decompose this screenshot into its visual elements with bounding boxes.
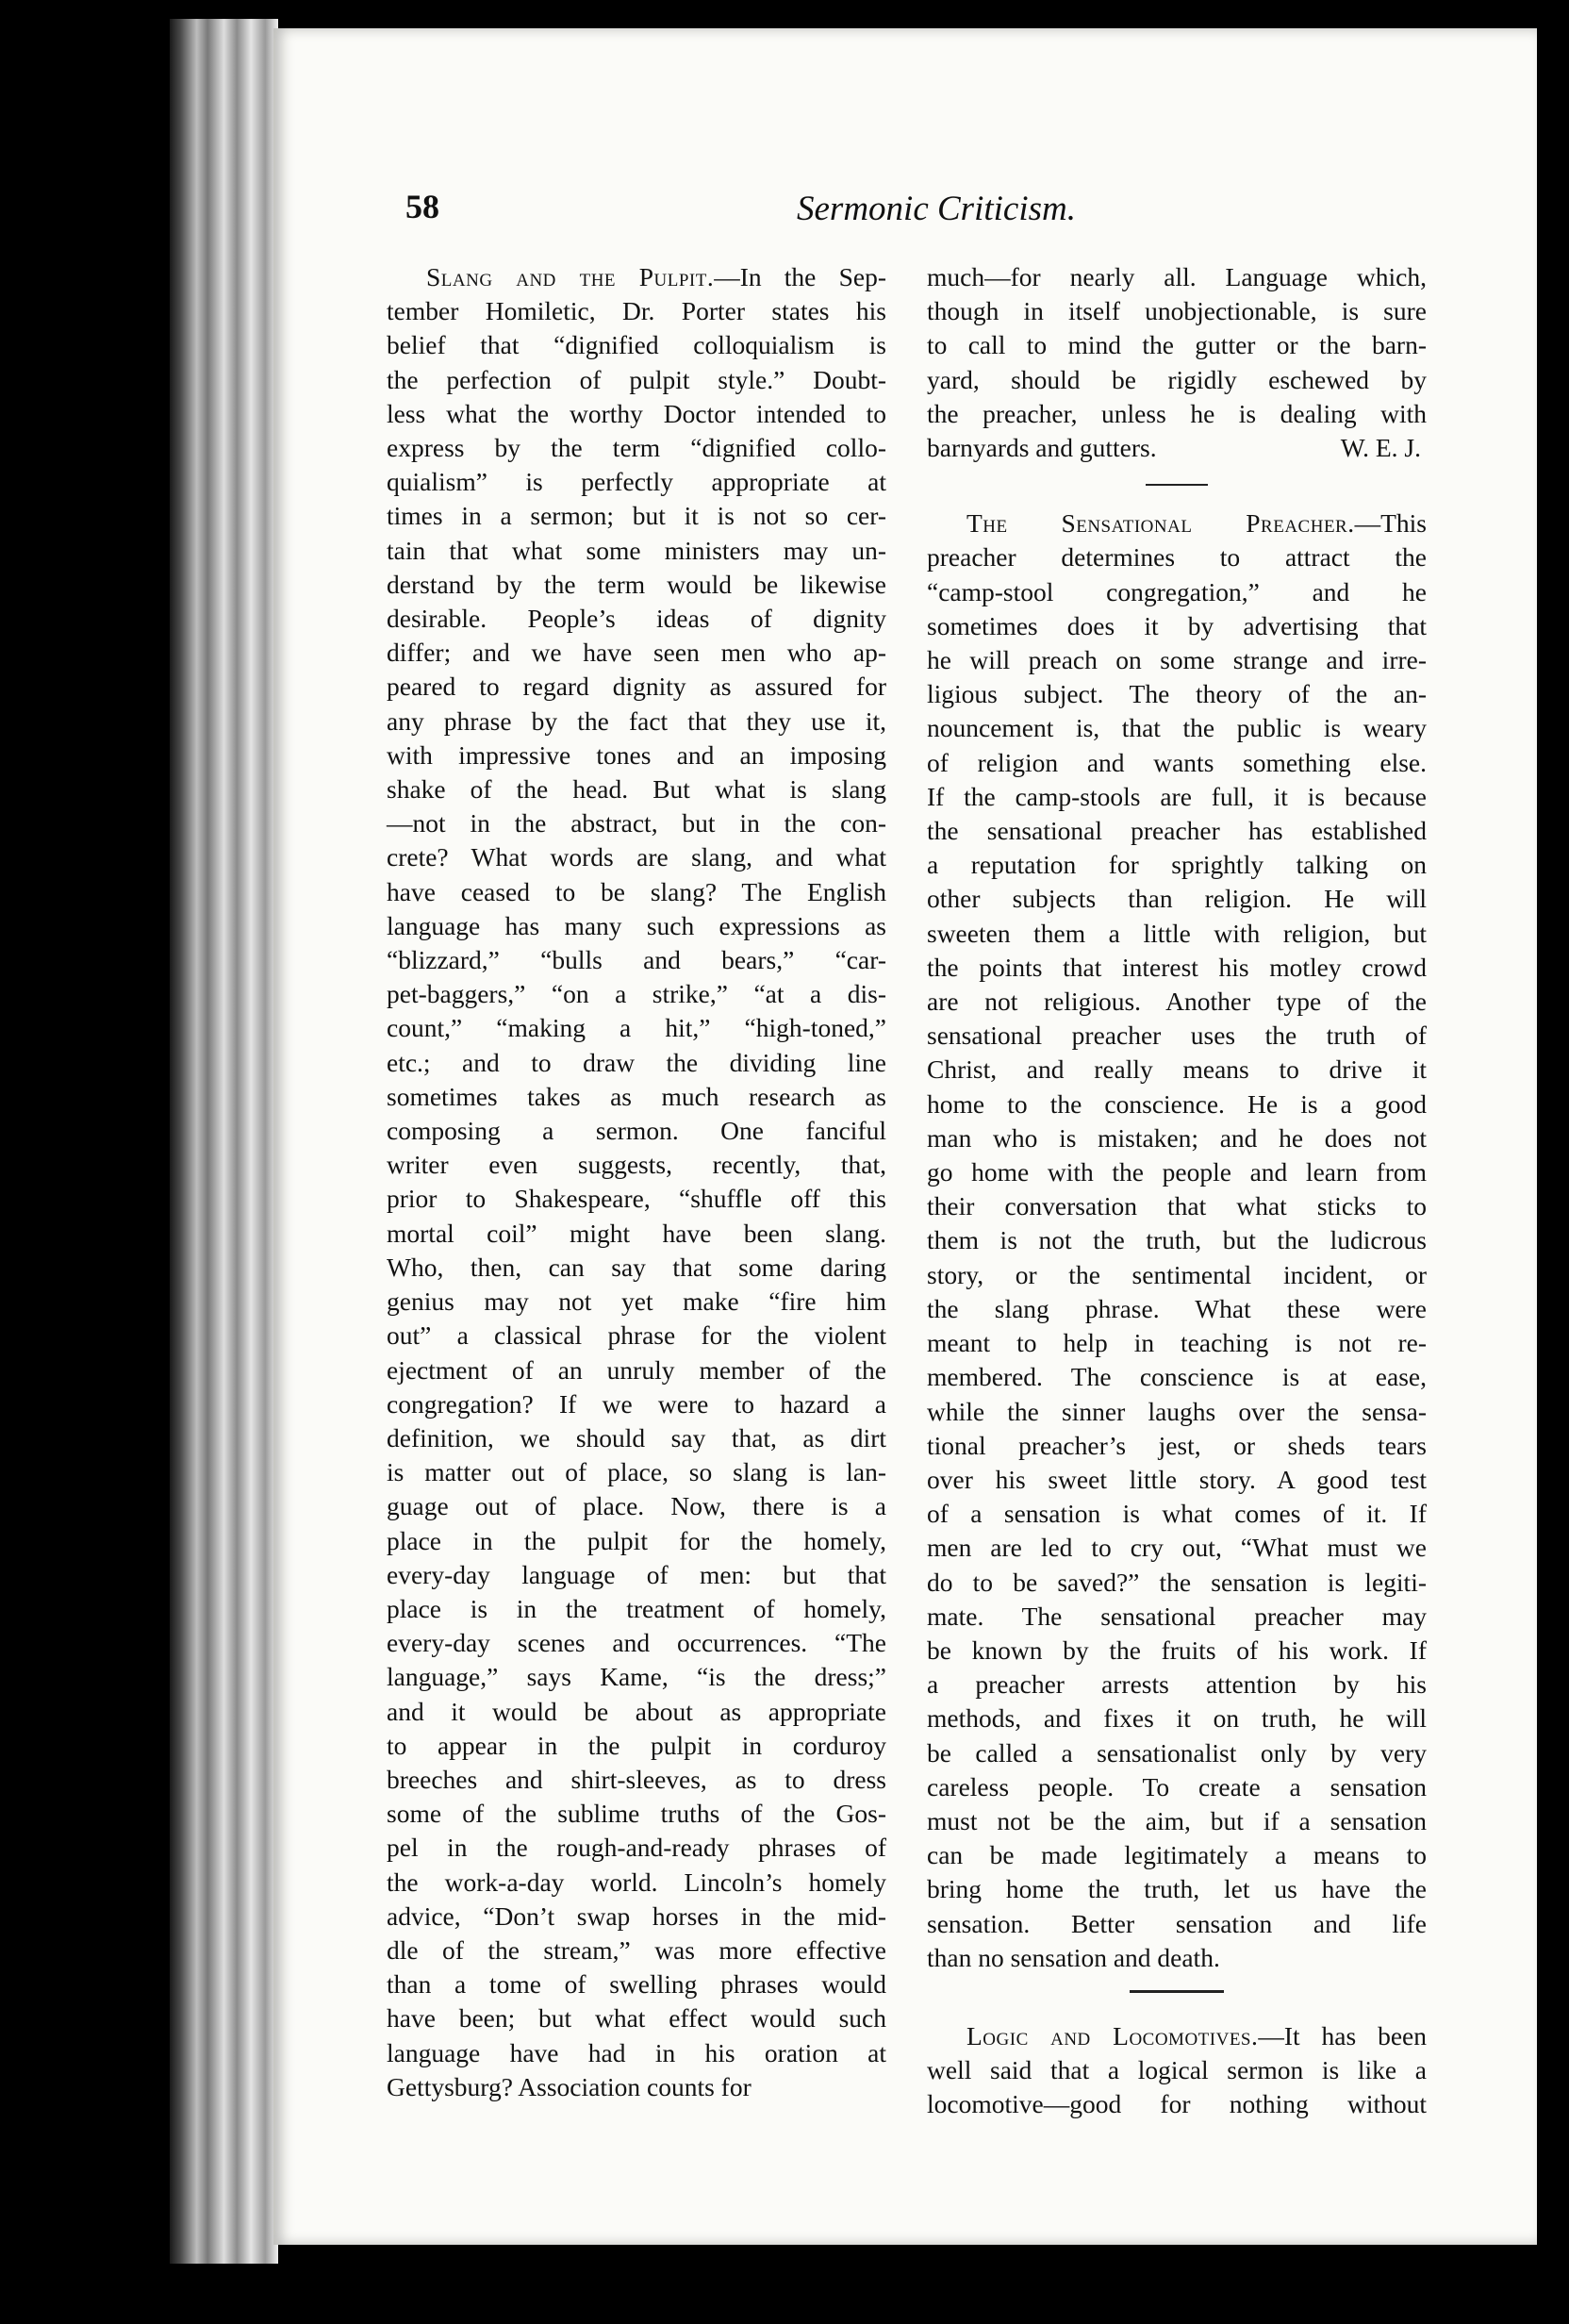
text-fragment: —This xyxy=(1354,508,1427,539)
text-line: than a tome of swelling phrases would xyxy=(387,1969,886,2000)
text-line: “camp-stool congregation,” and he xyxy=(927,576,1427,606)
text-line: a reputation for sprightly talking on xyxy=(927,850,1427,880)
text-line: sometimes takes as much research as xyxy=(387,1081,886,1111)
text-line: less what the worthy Doctor intended to xyxy=(387,398,886,428)
text-line: with impressive tones and an imposing xyxy=(387,739,886,770)
text-line: do to be saved?” the sensation is legiti- xyxy=(927,1567,1427,1597)
text-line: times in a sermon; but it is not so cer- xyxy=(387,501,886,531)
text-line: must not be the aim, but if a sensation xyxy=(927,1805,1427,1835)
book-page-edges xyxy=(170,19,278,2264)
author-signature: W. E. J. xyxy=(1340,433,1421,463)
text-line: Christ, and really means to drive it xyxy=(927,1054,1427,1085)
text-line: a preacher arrests attention by his xyxy=(927,1669,1427,1700)
text-line: can be made legitimately a means to xyxy=(927,1840,1427,1870)
text-line: advice, “Don’t swap horses in the mid- xyxy=(387,1901,886,1931)
section-heading-slang: Slang and the Pulpit. xyxy=(426,262,715,291)
text-line: pet-baggers,” “on a strike,” “at a dis- xyxy=(387,979,886,1009)
text-line: Who, then, can say that some daring xyxy=(387,1252,886,1282)
text-line: definition, we should say that, as dirt xyxy=(387,1422,886,1452)
text-line: have been; but what effect would such xyxy=(387,2003,886,2034)
text-line: sweeten them a little with religion, but xyxy=(927,918,1427,948)
text-line: mate. The sensational preacher may xyxy=(927,1601,1427,1631)
text-fragment: barnyards and gutters. xyxy=(927,433,1157,463)
text-line xyxy=(927,431,1427,465)
text-line: any phrase by the fact that they use it, xyxy=(387,706,886,736)
text-line: If the camp-stools are full, it is because xyxy=(927,781,1427,811)
text-line: “blizzard,” “bulls and bears,” “car- xyxy=(387,945,886,975)
text-line: every-day language of men: but that xyxy=(387,1559,886,1589)
left-column xyxy=(387,260,886,2104)
text-line: out” a classical phrase for the violent xyxy=(387,1320,886,1351)
text-line: man who is mistaken; and he does not xyxy=(927,1122,1427,1153)
text-line: go home with the people and learn from xyxy=(927,1157,1427,1187)
text-fragment: —It has been xyxy=(1258,2020,1428,2050)
text-line: differ; and we have seen men who ap- xyxy=(387,638,886,668)
text-line: desirable. People’s ideas of dignity xyxy=(387,604,886,634)
sensational-preacher-body xyxy=(927,540,1427,1940)
page-number: 58 xyxy=(405,188,439,225)
text-line: peared to regard dignity as assured for xyxy=(387,672,886,702)
text-line: —not in the abstract, but in the con- xyxy=(387,808,886,838)
text-line: congregation? If we were to hazard a xyxy=(387,1388,886,1419)
text-line: the preacher, unless he is dealing with xyxy=(927,398,1427,428)
section-heading-logic: Logic and Locomotives. xyxy=(966,2020,1259,2050)
text-line: well said that a logical sermon is like a xyxy=(927,2055,1427,2085)
continued-paragraph xyxy=(927,260,1427,431)
text-line: membered. The conscience is at ease, xyxy=(927,1362,1427,1392)
running-title: Sermonic Criticism. xyxy=(797,190,1076,228)
text-line: the perfection of pulpit style.” Doubt- xyxy=(387,364,886,394)
text-line: the sensational preacher has established xyxy=(927,816,1427,846)
text-line: preacher determines to attract the xyxy=(927,542,1427,573)
text-line: be known by the fruits of his work. If xyxy=(927,1635,1427,1665)
text-line: composing a sermon. One fanciful xyxy=(387,1116,886,1146)
text-line: count,” “making a hit,” “high-toned,” xyxy=(387,1013,886,1043)
text-line: writer even suggests, recently, that, xyxy=(387,1150,886,1180)
text-line: while the sinner laughs over the sensa- xyxy=(927,1396,1427,1426)
text-line: pel in the rough-and-ready phrases of xyxy=(387,1833,886,1863)
text-line: locomotive—good for nothing without xyxy=(927,2089,1427,2119)
text-line: have ceased to be slang? The English xyxy=(387,876,886,906)
text-line: than no sensation and death. xyxy=(927,1942,1220,1972)
text-line: prior to Shakespeare, “shuffle off this xyxy=(387,1184,886,1214)
text-line: though in itself unobjectionable, is sure xyxy=(927,296,1427,326)
text-line: sensation. Better sensation and life xyxy=(927,1908,1427,1938)
text-line: bring home the truth, let us have the xyxy=(927,1874,1427,1904)
text-line: language,” says Kame, “is the dress;” xyxy=(387,1662,886,1692)
text-line: their conversation that what sticks to xyxy=(927,1191,1427,1221)
text-line: careless people. To create a sensation xyxy=(927,1771,1427,1801)
left-column-body xyxy=(387,294,886,2104)
text-fragment: —In the Sep- xyxy=(714,262,886,291)
text-line: the points that interest his motley crowd xyxy=(927,952,1427,982)
text-line: are not religious. Another type of the xyxy=(927,987,1427,1017)
text-line: to call to mind the gutter or the barn- xyxy=(927,330,1427,360)
text-line: place in the pulpit for the homely, xyxy=(387,1525,886,1555)
text-line: quialism” is perfectly appropriate at xyxy=(387,467,886,497)
text-line: tain that what some ministers may un- xyxy=(387,535,886,565)
text-line: tember Homiletic, Dr. Porter states his xyxy=(387,296,886,326)
text-line: sensational preacher uses the truth of xyxy=(927,1021,1427,1051)
text-line: etc.; and to draw the dividing line xyxy=(387,1047,886,1077)
text-line: language have had in his oration at xyxy=(387,2037,886,2067)
text-line: express by the term “dignified collo- xyxy=(387,433,886,463)
text-line: belief that “dignified colloquialism is xyxy=(387,330,886,360)
text-line: over his sweet little story. A good test xyxy=(927,1464,1427,1494)
text-line: be called a sensationalist only by very xyxy=(927,1737,1427,1768)
right-column xyxy=(927,260,1427,2122)
text-line: every-day scenes and occurrences. “The xyxy=(387,1628,886,1658)
text-line xyxy=(927,506,1427,540)
text-line: shake of the head. But what is slang xyxy=(387,774,886,805)
text-line xyxy=(927,2019,1427,2053)
text-line: meant to help in teaching is not re- xyxy=(927,1328,1427,1358)
text-line xyxy=(387,260,886,294)
text-line: other subjects than religion. He will xyxy=(927,884,1427,914)
section-heading-sensational: The Sensational Preacher. xyxy=(966,508,1355,539)
text-line: sometimes does it by advertising that xyxy=(927,610,1427,640)
text-line: of religion and wants something else. xyxy=(927,747,1427,777)
text-line: men are led to cry out, “What must we xyxy=(927,1533,1427,1563)
text-line: derstand by the term would be likewise xyxy=(387,569,886,599)
scan-artifact xyxy=(1311,0,1480,17)
text-line: nouncement is, that the public is weary xyxy=(927,713,1427,743)
logic-locomotives-body xyxy=(927,2053,1427,2121)
text-line: guage out of place. Now, there is a xyxy=(387,1491,886,1521)
text-line: of a sensation is what comes of it. If xyxy=(927,1499,1427,1529)
text-line: Gettysburg? Association counts for xyxy=(387,2071,751,2101)
text-line: is matter out of place, so slang is lan- xyxy=(387,1457,886,1487)
section-divider xyxy=(1146,484,1208,486)
text-line: language has many such expressions as xyxy=(387,910,886,940)
text-line: much—for nearly all. Language which, xyxy=(927,262,1427,291)
text-line: place is in the treatment of homely, xyxy=(387,1593,886,1623)
text-line: the work-a-day world. Lincoln’s homely xyxy=(387,1867,886,1897)
text-line: mortal coil” might have been slang. xyxy=(387,1218,886,1248)
scan-border xyxy=(1537,66,1569,2235)
text-line: ejectment of an unruly member of the xyxy=(387,1354,886,1385)
text-line: methods, and fixes it on truth, he will xyxy=(927,1703,1427,1734)
text-line: dle of the stream,” was more effective xyxy=(387,1934,886,1965)
text-line: he will preach on some strange and irre- xyxy=(927,645,1427,675)
text-line: some of the sublime truths of the Gos- xyxy=(387,1799,886,1829)
text-line: the slang phrase. What these were xyxy=(927,1293,1427,1323)
text-line: ligious subject. The theory of the an- xyxy=(927,679,1427,709)
text-line: breeches and shirt-sleeves, as to dress xyxy=(387,1764,886,1794)
section-divider xyxy=(1130,1990,1224,1993)
text-line: crete? What words are slang, and what xyxy=(387,842,886,872)
text-line: them is not the truth, but the ludicrous xyxy=(927,1225,1427,1255)
text-line: tional preacher’s jest, or sheds tears xyxy=(927,1430,1427,1460)
text-line: to appear in the pulpit in corduroy xyxy=(387,1730,886,1760)
text-line: story, or the sentimental incident, or xyxy=(927,1259,1427,1289)
text-line: genius may not yet make “fire him xyxy=(387,1286,886,1317)
text-line: yard, should be rigidly eschewed by xyxy=(927,364,1427,394)
text-line: and it would be about as appropriate xyxy=(387,1696,886,1726)
text-line: home to the conscience. He is a good xyxy=(927,1088,1427,1119)
